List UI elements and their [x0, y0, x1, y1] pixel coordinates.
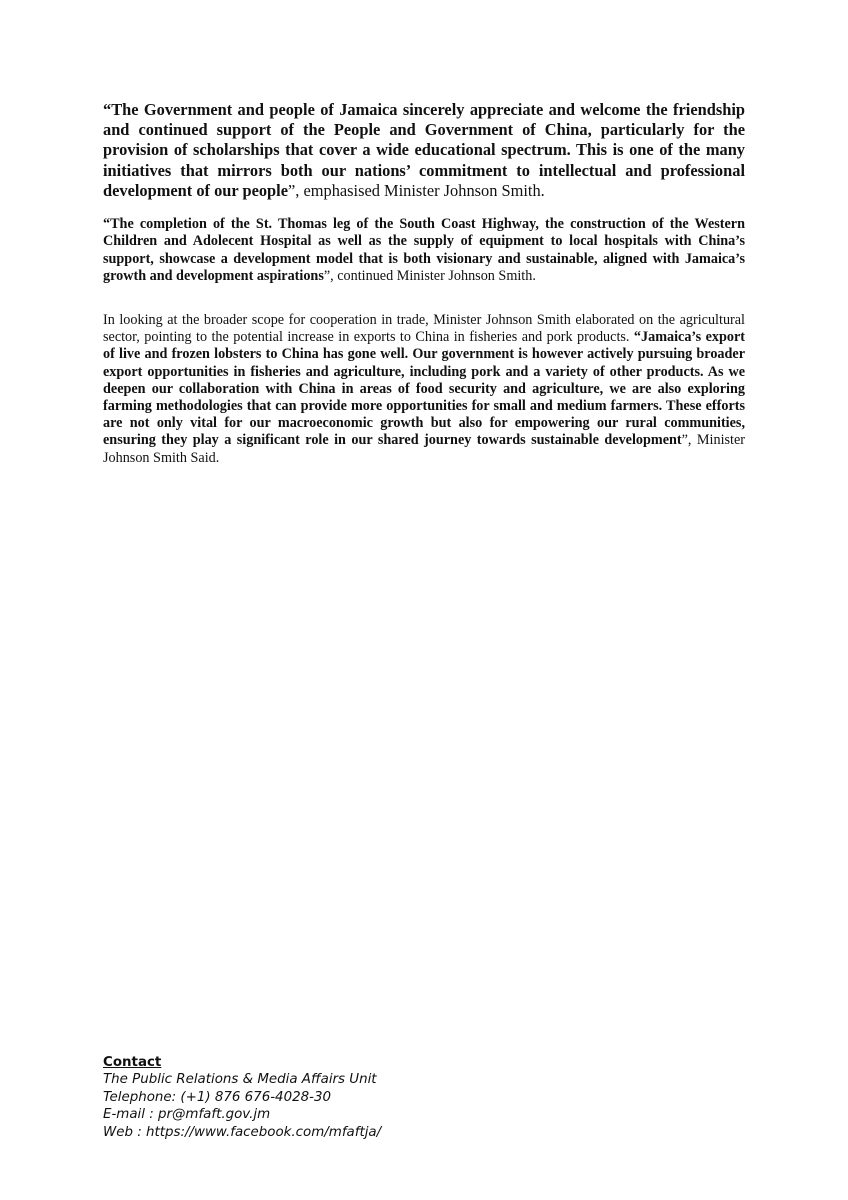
contact-block — [103, 1054, 523, 1141]
contact-telephone: Telephone: (+1) 876 676-4028-30 — [103, 1089, 331, 1105]
paragraph-trade-cooperation — [103, 312, 745, 467]
quote-text: “The completion of the St. Thomas leg of the South Coast Highway, the construction of the Western Children and Adolecent Hospital as well as the supply of equipment to local hospitals with China’s support, showcase a development model that is both visionary and sustainable, aligned with Jamaica’s growth and development aspirations — [103, 216, 745, 284]
contact-unit: The Public Relations & Media Affairs Unit — [103, 1072, 377, 1088]
attribution-text: ”, emphasised Minister Johnson Smith. — [288, 180, 545, 200]
quote-text: “The Government and people of Jamaica sincerely appreciate and welcome the friendship and continued support of the People and Government of China, particularly for the provision of scholarships that cover a wide educational spectrum. This is one of the many initiatives that mirrors both our nations’ commitment to intellectual and professional development of our people — [103, 100, 745, 200]
quote-text: “Jamaica’s export of live and frozen lobsters to China has gone well. Our government is however actively pursuing broader export opportunities in fisheries and agriculture, including pork and a variety of other products. As we deepen our collaboration with China in areas of food security and agriculture, we are also exploring farming methodologies that can provide more opportunities for small and medium farmers. These efforts are not only vital for our macroeconomic growth but also for empowering our rural communities, ensuring they play a significant role in our shared journey towards sustainable development — [103, 329, 745, 449]
contact-web: Web : https://www.facebook.com/mfaftja/ — [103, 1124, 382, 1140]
intro-text: In looking at the broader scope for cooperation in trade, Minister Johnson Smith elaborated on the agricultural sector, pointing to the potential increase in exports to China in fisheries and pork products. — [103, 312, 745, 346]
paragraph-scholarships-quote — [103, 100, 745, 201]
contact-email: E-mail : pr@mfaft.gov.jm — [103, 1107, 271, 1123]
attribution-text: ”, Minister Johnson Smith Said. — [103, 432, 746, 466]
paragraph-infrastructure-quote — [103, 216, 745, 285]
attribution-text: ”, continued Minister Johnson Smith. — [323, 267, 536, 284]
contact-heading: Contact — [103, 1055, 162, 1070]
